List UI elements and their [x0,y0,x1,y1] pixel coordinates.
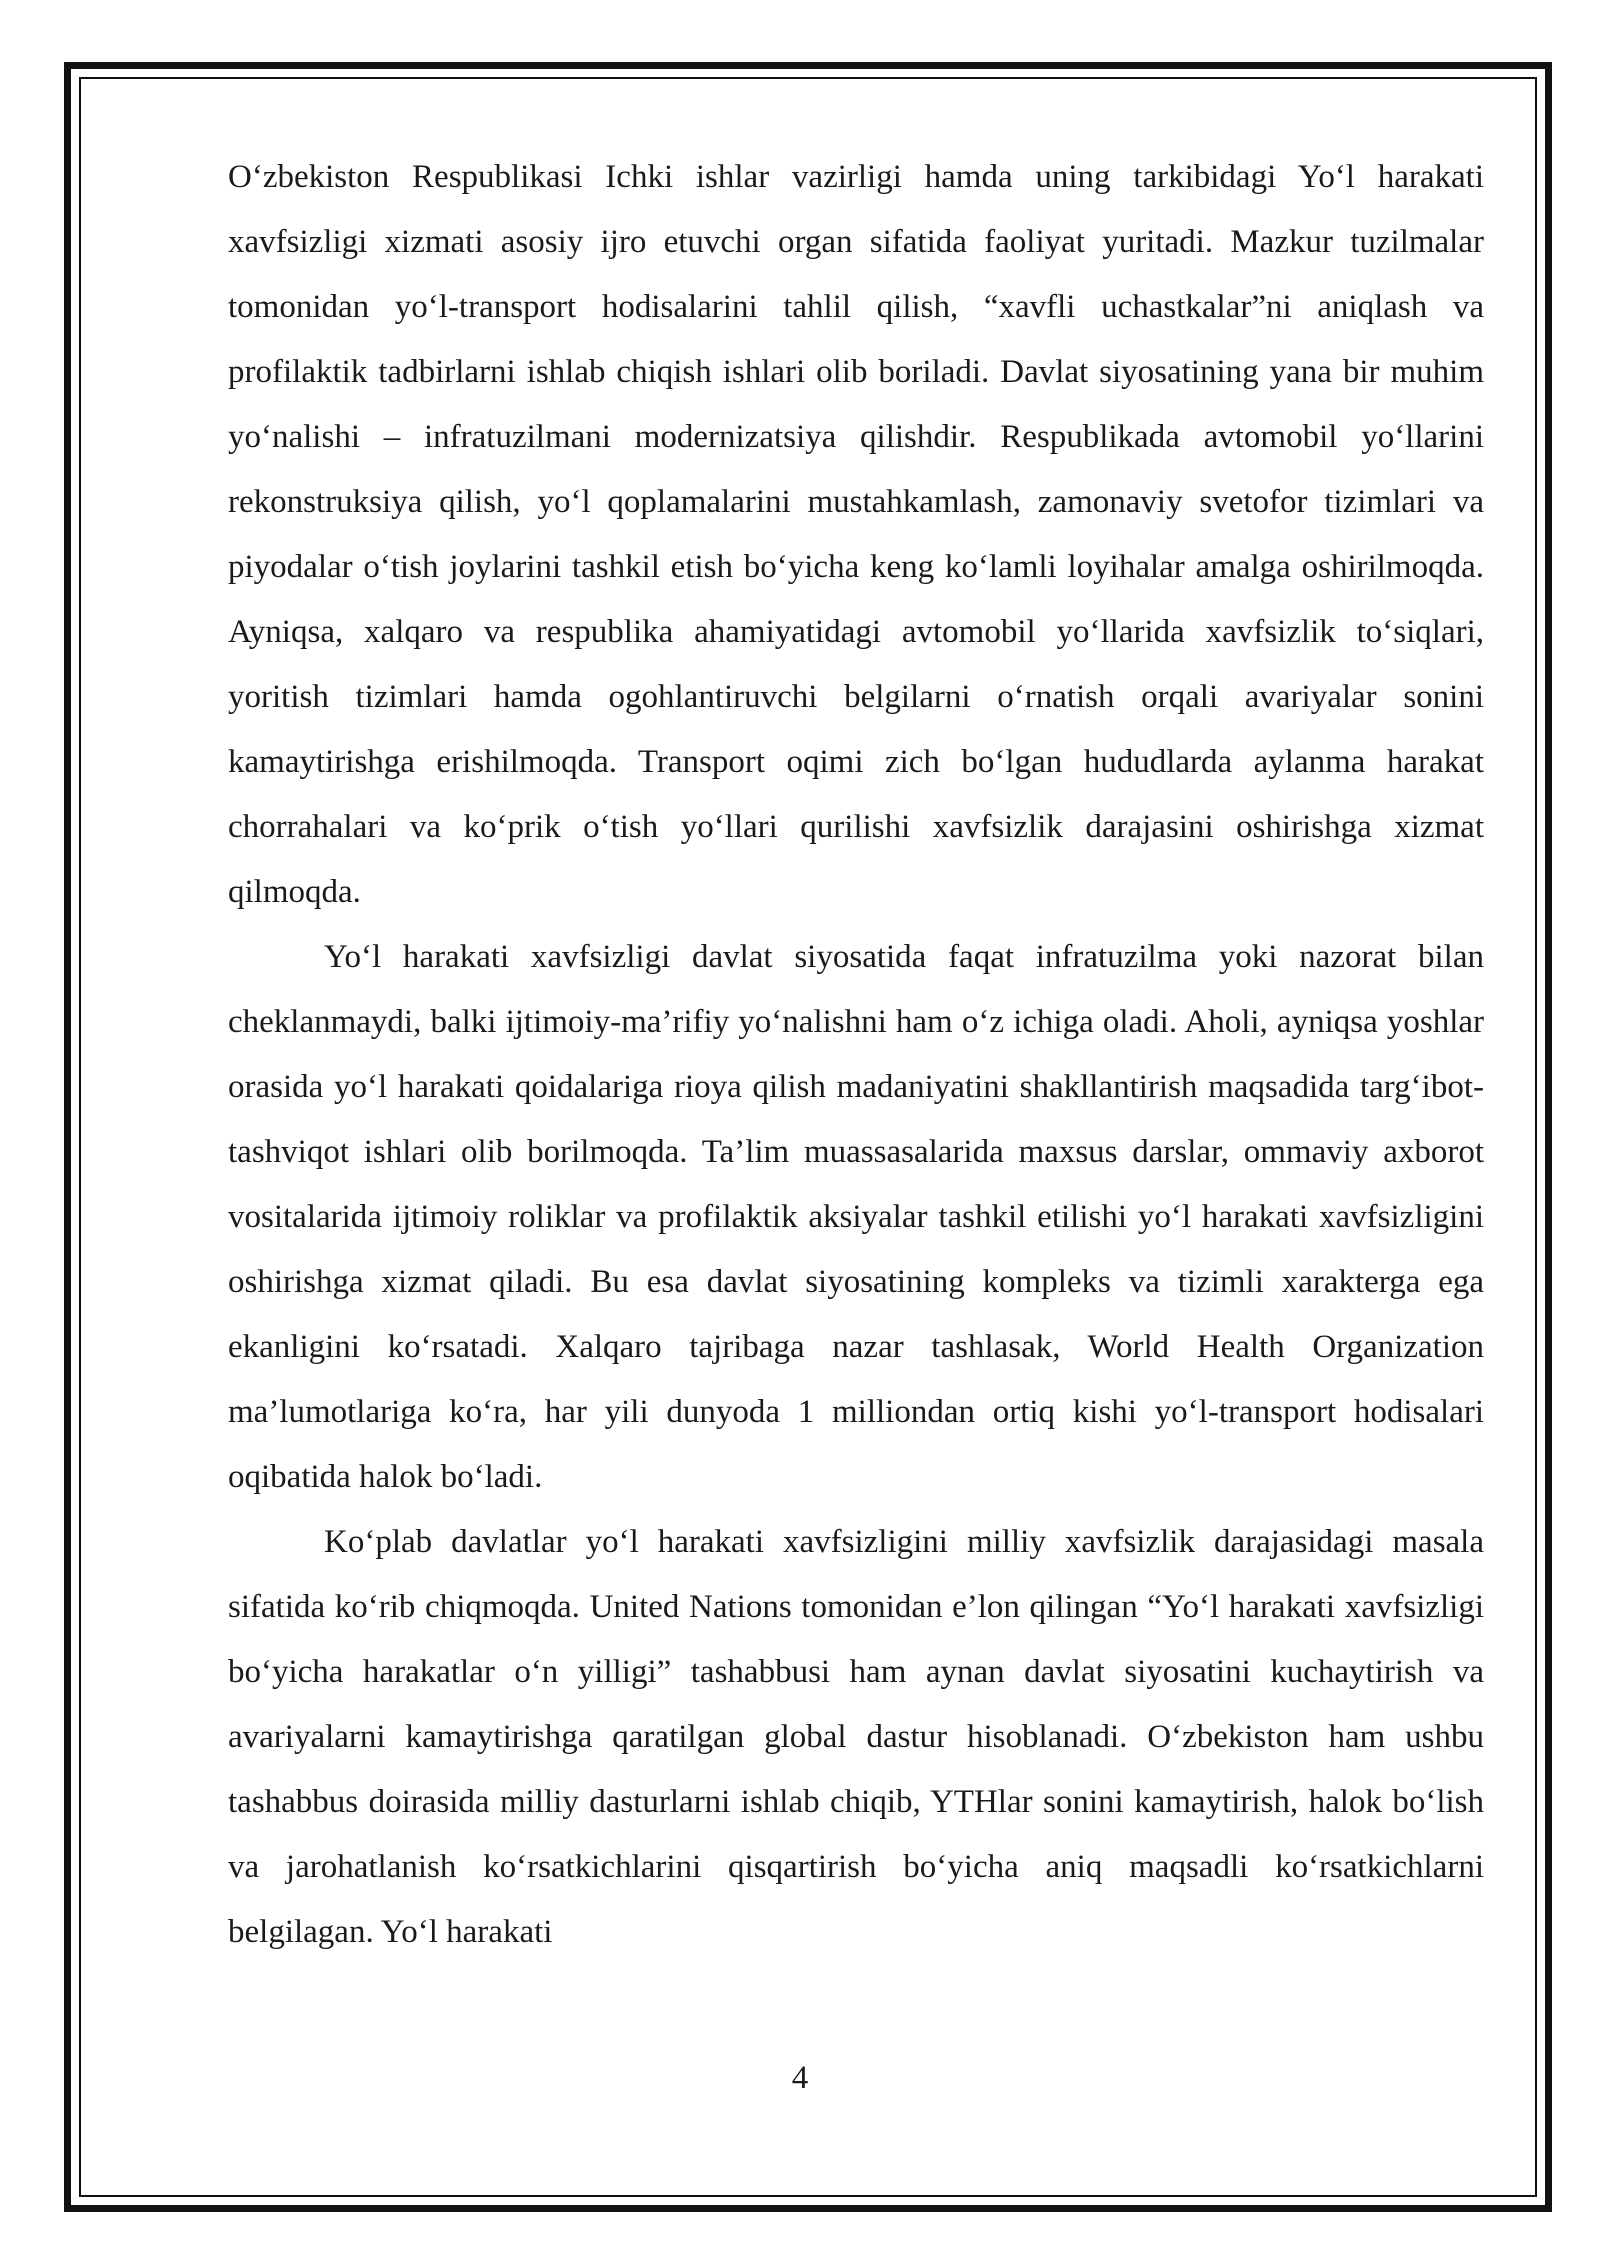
paragraph-3: Ko‘plab davlatlar yo‘l harakati xavfsizligini milliy xavfsizlik darajasidagi masala sifatida ko‘rib chiqmoqda. United Nations tomonidan e’lon qilingan “Yo‘l harakati xavfsizligi bo‘yicha harakatlar o‘n yilligi” tashabbusi ham aynan davlat siyosatini kuchaytirish va avariyalarni kamaytirishga qaratilgan global dastur hisoblanadi. O‘zbekiston ham ushbu tashabbus doirasida milliy dasturlarni ishlab chiqib, YTHlar sonini kamaytirish, halok bo‘lish va jarohatlanish ko‘rsatkichlarini qisqartirish bo‘yicha aniq maqsadli ko‘rsatkichlarni belgilagan. Yo‘l harakati [228,1524,1484,1950]
paragraph-2: Yo‘l harakati xavfsizligi davlat siyosatida faqat infratuzilma yoki nazorat bilan cheklanmaydi, balki ijtimoiy-ma’rifiy yo‘nalishni ham o‘z ichiga oladi. Aholi, ayniqsa yoshlar orasida yo‘l harakati qoidalariga rioya qilish madaniyatini shakllantirish maqsadida targ‘ibot-tashviqot ishlari olib borilmoqda. Ta’lim muassasalarida maxsus darslar, ommaviy axborot vositalarida ijtimoiy roliklar va profilaktik aksiyalar tashkil etilishi yo‘l harakati xavfsizligini oshirishga xizmat qiladi. Bu esa davlat siyosatining kompleks va tizimli xarakterga ega ekanligini ko‘rsatadi. Xalqaro tajribaga nazar tashlasak, World Health Organization ma’lumotlariga ko‘ra, har yili dunyoda 1 milliondan ortiq kishi yo‘l-transport hodisalari oqibatida halok bo‘ladi. [228,939,1484,1495]
paragraph-1: O‘zbekiston Respublikasi Ichki ishlar vazirligi hamda uning tarkibidagi Yo‘l harakati xavfsizligi xizmati asosiy ijro etuvchi organ sifatida faoliyat yuritadi. Mazkur tuzilmalar tomonidan yo‘l-transport hodisalarini tahlil qilish, “xavfli uchastkalar”ni aniqlash va profilaktik tadbirlarni ishlab chiqish ishlari olib boriladi. Davlat siyosatining yana bir muhim yo‘nalishi – infratuzilmani modernizatsiya qilishdir. Respublikada avtomobil yo‘llarini rekonstruksiya qilish, yo‘l qoplamalarini mustahkamlash, zamonaviy svetofor tizimlari va piyodalar o‘tish joylarini tashkil etish bo‘yicha keng ko‘lamli loyihalar amalga oshirilmoqda. Ayniqsa, xalqaro va respublika ahamiyatidagi avtomobil yo‘llarida xavfsizlik to‘siqlari, yoritish tizimlari hamda ogohlantiruvchi belgilarni o‘rnatish orqali avariyalar sonini kamaytirishga erishilmoqda. Transport oqimi zich bo‘lgan hududlarda aylanma harakat chorrahalari va ko‘prik o‘tish yo‘llari qurilishi xavfsizlik darajasini oshirishga xizmat qilmoqda. [228,159,1484,910]
page-number: 4 [791,2060,809,2096]
document-body [228,145,1484,1965]
